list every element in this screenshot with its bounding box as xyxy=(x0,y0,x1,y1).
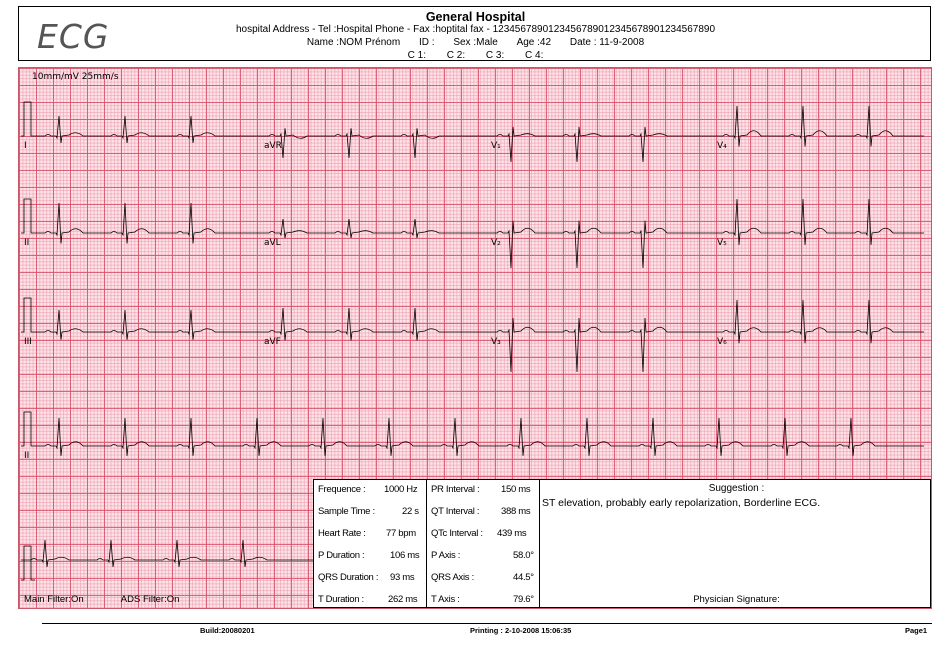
calibration-pulse xyxy=(21,546,35,580)
lead-label-V6: V₆ xyxy=(717,337,727,347)
ecg-trace-segment xyxy=(259,308,487,340)
p-duration-label: P Duration : xyxy=(318,550,365,561)
patient-age: Age :42 xyxy=(516,37,552,48)
frequency-row xyxy=(318,484,418,495)
qrs-axis-row xyxy=(431,572,534,583)
qrs-duration-row xyxy=(318,572,415,583)
qrs-axis-value: 44.5° xyxy=(513,572,534,583)
lead-label-V4: V₄ xyxy=(717,141,727,151)
ecg-trace-segment xyxy=(487,318,713,372)
ecg-trace-segment xyxy=(487,221,713,268)
p-axis-value: 58.0° xyxy=(513,550,534,561)
qrs-duration-label: QRS Duration : xyxy=(318,572,379,583)
channel-4: C 4: xyxy=(525,50,544,61)
ecg-trace-segment xyxy=(713,199,924,245)
qrs-axis-label: QRS Axis : xyxy=(431,572,474,583)
qt-interval-row xyxy=(431,506,531,517)
qtc-interval-row xyxy=(431,528,527,539)
lead-label-II: II xyxy=(24,238,30,248)
patient-id: ID : xyxy=(418,37,435,48)
ecg-logo: ECG xyxy=(37,17,110,56)
record-date: Date : 11-9-2008 xyxy=(569,37,645,48)
measurements-panel xyxy=(313,479,931,608)
lead-label-III: III xyxy=(24,337,32,347)
pr-interval-value: 150 ms xyxy=(501,484,531,495)
t-axis-row xyxy=(431,594,534,605)
scale-label: 10mm/mV 25mm/s xyxy=(32,72,119,82)
patient-info xyxy=(19,37,932,48)
sample-time-row xyxy=(318,506,419,517)
t-axis-value: 79.6° xyxy=(513,594,534,605)
ecg-trace-segment xyxy=(713,300,924,343)
channel-1: C 1: xyxy=(407,50,426,61)
lead-label-V3: V₃ xyxy=(491,337,501,347)
hospital-name: General Hospital xyxy=(425,10,526,24)
hospital-address: hospital Address - Tel :Hospital Phone - Fax :hoptital fax - 1234567890123456789012345678901234567890 xyxy=(235,24,716,35)
t-duration-value: 262 ms xyxy=(388,594,418,605)
lead-label-aVR: aVR xyxy=(264,141,282,151)
heart-rate-value: 77 bpm xyxy=(386,528,416,539)
physician-signature: Physician Signature: xyxy=(693,594,780,605)
sample-time-value: 22 s xyxy=(402,506,419,517)
suggestion-title: Suggestion : xyxy=(708,483,765,494)
frequency-label: Frequence : xyxy=(318,484,366,495)
heart-rate-row xyxy=(318,528,416,539)
heart-rate-label: Heart Rate : xyxy=(318,528,366,539)
lead-label-aVF: aVF xyxy=(264,337,281,347)
qtc-interval-value: 439 ms xyxy=(497,528,527,539)
print-timestamp: Printing : 2-10-2008 15:06:35 xyxy=(470,626,572,635)
p-duration-value: 106 ms xyxy=(390,550,420,561)
lead-label-I: I xyxy=(24,141,27,151)
main-filter-status: Main Filter:On xyxy=(24,594,84,605)
qrs-duration-value: 93 ms xyxy=(390,572,415,583)
pr-interval-row xyxy=(431,484,531,495)
suggestion-text: ST elevation, probably early repolarization, Borderline ECG. xyxy=(542,497,821,509)
pr-interval-label: PR Interval : xyxy=(431,484,480,495)
patient-sex: Sex :Male xyxy=(453,37,498,48)
lead-label-V1: V₁ xyxy=(491,141,501,151)
footer-divider xyxy=(42,623,932,624)
p-duration-row xyxy=(318,550,420,561)
calibration-pulse xyxy=(21,102,35,136)
ecg-trace-segment xyxy=(21,540,313,567)
sample-time-label: Sample Time : xyxy=(318,506,375,517)
qt-interval-value: 388 ms xyxy=(501,506,531,517)
lead-label-V5: V₅ xyxy=(717,238,727,248)
ecg-trace-segment xyxy=(487,127,713,162)
page-number: Page1 xyxy=(905,626,928,635)
ads-filter-status: ADS Filter:On xyxy=(120,594,180,605)
p-axis-row xyxy=(431,550,534,561)
lead-label-aVL: aVL xyxy=(264,238,281,248)
ecg-trace-segment xyxy=(259,128,487,158)
build-info: Build:20080201 xyxy=(200,626,255,635)
report-header xyxy=(18,6,931,61)
channel-info xyxy=(19,50,932,61)
ecg-trace-segment xyxy=(259,219,487,238)
ecg-trace-segment xyxy=(35,116,259,143)
column-divider xyxy=(426,480,427,607)
patient-name: Name :NOM Prénom xyxy=(306,37,401,48)
calibration-pulse xyxy=(21,412,35,446)
calibration-pulse xyxy=(21,199,35,233)
filter-status xyxy=(24,594,214,605)
channel-3: C 3: xyxy=(485,50,505,61)
t-axis-label: T Axis : xyxy=(431,594,460,605)
ecg-trace-segment xyxy=(35,310,259,340)
ecg-trace-segment xyxy=(35,418,924,456)
ecg-trace-segment xyxy=(35,203,259,244)
qtc-interval-label: QTc Interval : xyxy=(431,528,483,539)
t-duration-label: T Duration : xyxy=(318,594,364,605)
calibration-pulse xyxy=(21,298,35,332)
lead-label-rhythm-II: II xyxy=(24,451,30,461)
qt-interval-label: QT Interval : xyxy=(431,506,480,517)
frequency-value: 1000 Hz xyxy=(384,484,418,495)
p-axis-label: P Axis : xyxy=(431,550,461,561)
channel-2: C 2: xyxy=(446,50,466,61)
column-divider xyxy=(539,480,540,607)
t-duration-row xyxy=(318,594,418,605)
lead-label-V2: V₂ xyxy=(491,238,501,248)
ecg-trace-segment xyxy=(713,106,924,147)
